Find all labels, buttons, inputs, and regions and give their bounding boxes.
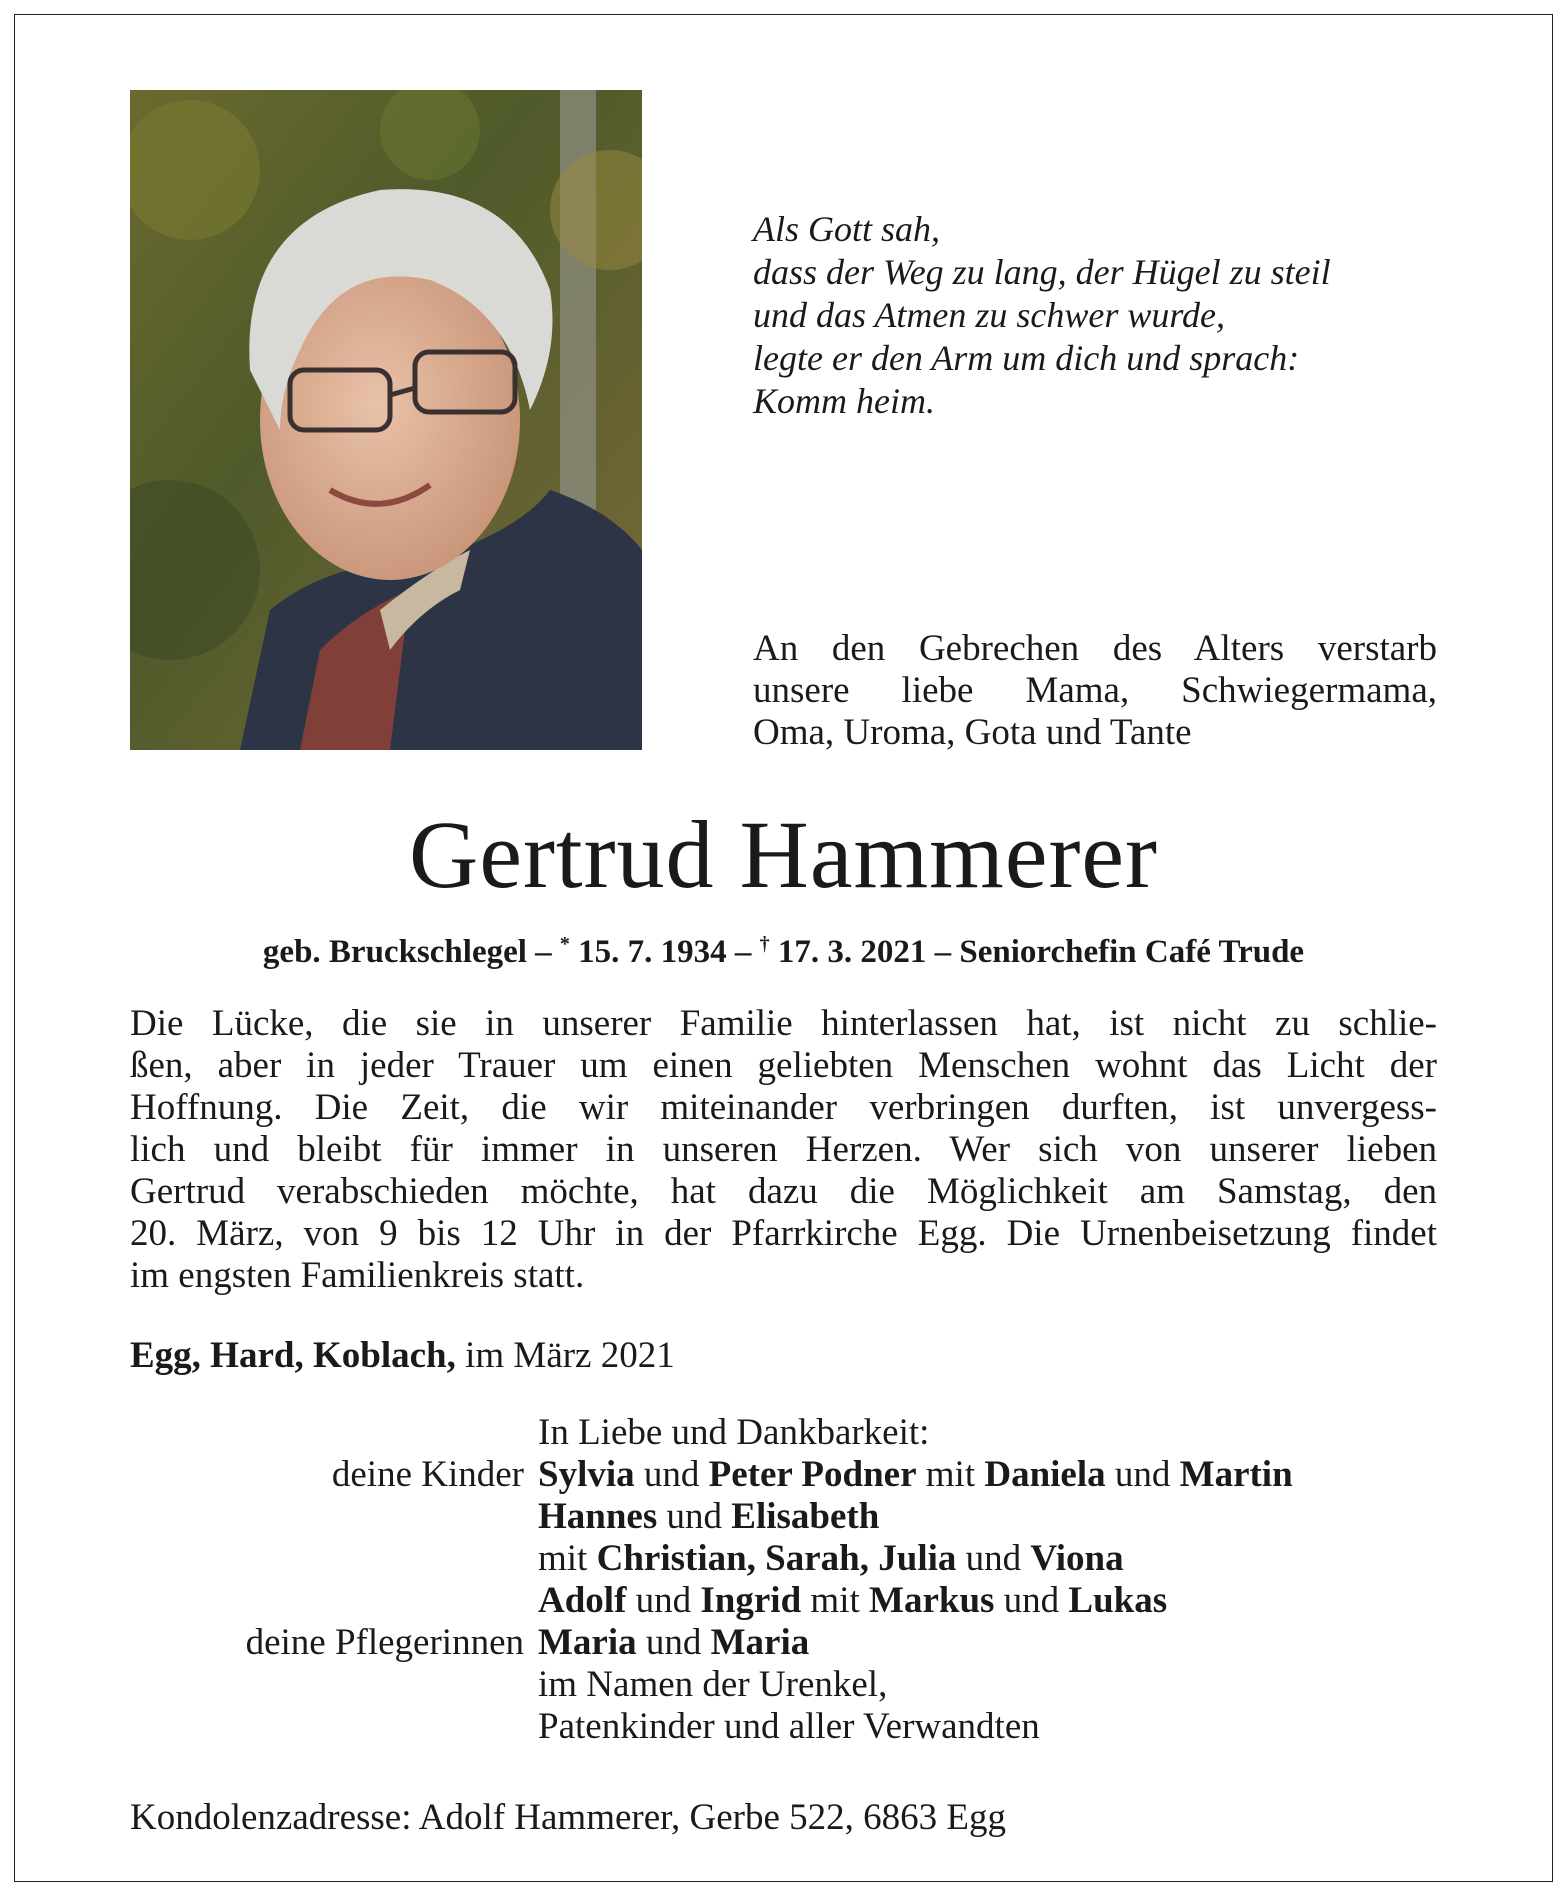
date: im März 2021: [465, 1335, 675, 1376]
conjunction: mit: [925, 1454, 976, 1495]
mourner-name: Maria: [710, 1622, 810, 1663]
conjunction: mit: [810, 1580, 860, 1621]
body-line: lich und bleibt für immer in unseren Herzen. Wer sich von unserer lieben: [130, 1129, 1437, 1170]
body-line: im engsten Familienkreis statt.: [130, 1255, 585, 1296]
intro-line: An den Gebrechen des Alters verstarb: [753, 628, 1437, 669]
body-line: Gertrud verabschieden möchte, hat dazu die Möglichkeit am Samstag, den: [130, 1171, 1437, 1212]
mourner-line: im Namen der Urenkel,: [538, 1664, 888, 1705]
poem-line: Als Gott sah,: [753, 209, 941, 249]
mourner-name: Christian, Sarah, Julia: [596, 1538, 957, 1579]
mourner-line: [538, 1622, 1437, 1664]
deceased-name: Gertrud Hammerer: [409, 801, 1158, 908]
conjunction: und: [965, 1538, 1022, 1579]
intro-line: unsere liebe Mama, Schwiegermama,: [753, 670, 1437, 711]
mourner-name: Martin: [1179, 1454, 1293, 1495]
towns: Egg, Hard, Koblach,: [130, 1335, 456, 1376]
mourner-name: Markus: [869, 1580, 995, 1621]
born-symbol: *: [559, 933, 570, 955]
children-label: deine Kinder: [331, 1454, 524, 1495]
mourner-name: Maria: [538, 1622, 637, 1663]
mourner-line: [538, 1538, 1437, 1580]
mourner-name: Hannes: [538, 1496, 658, 1537]
separator: –: [934, 934, 952, 970]
died-symbol: †: [759, 933, 770, 955]
mourners-list: [130, 1412, 1437, 1748]
mourner-name: Daniela: [984, 1454, 1106, 1495]
mourners-heading: In Liebe und Dankbarkeit:: [538, 1412, 930, 1453]
mourner-name: Lukas: [1068, 1580, 1168, 1621]
mourner-line: [538, 1496, 1437, 1538]
poem-line: dass der Weg zu lang, der Hügel zu steil: [753, 252, 1331, 292]
conjunction: mit: [538, 1538, 588, 1579]
death-announcement-intro: [753, 628, 1437, 754]
mourner-line: [538, 1580, 1437, 1622]
poem: [753, 208, 1453, 423]
conjunction: und: [635, 1580, 692, 1621]
body-line: ßen, aber in jeder Trauer um einen geliebten Menschen wohnt das Licht der: [130, 1045, 1437, 1086]
mourner-name: Ingrid: [700, 1580, 802, 1621]
conjunction: und: [1114, 1454, 1171, 1495]
carers-label: deine Pflegerinnen: [245, 1622, 524, 1663]
mourner-name: Viona: [1030, 1538, 1124, 1579]
mourner-name: Elisabeth: [731, 1496, 880, 1537]
death-date: 17. 3. 2021: [777, 934, 927, 970]
mourner-name: Sylvia: [538, 1454, 635, 1495]
condolence-address: Kondolenzadresse: Adolf Hammerer, Gerbe 522, 6863 Egg: [130, 1797, 1006, 1838]
intro-line: Oma, Uroma, Gota und Tante: [753, 712, 1192, 753]
conjunction: und: [645, 1622, 702, 1663]
conjunction: und: [643, 1454, 700, 1495]
poem-line: legte er den Arm um dich und sprach:: [753, 338, 1300, 378]
portrait-photo: [130, 90, 642, 750]
separator: –: [535, 934, 552, 970]
main-text: [130, 1003, 1437, 1297]
poem-line: Komm heim.: [753, 381, 935, 421]
mourner-name: Adolf: [538, 1580, 627, 1621]
body-line: 20. März, von 9 bis 12 Uhr in der Pfarrkirche Egg. Die Urnenbeisetzung findet: [130, 1213, 1437, 1254]
conjunction: und: [1003, 1580, 1060, 1621]
role: Seniorchefin Café Trude: [959, 934, 1305, 970]
birth-date: 15. 7. 1934: [578, 934, 727, 970]
poem-line: und das Atmen zu schwer wurde,: [753, 295, 1225, 335]
place-date: [130, 1335, 675, 1377]
birth-name: geb. Bruckschlegel: [262, 934, 527, 970]
mourner-name: Peter Podner: [708, 1454, 917, 1495]
body-line: Die Lücke, die sie in unserer Familie hinterlassen hat, ist nicht zu schlie-: [130, 1003, 1437, 1044]
mourner-line: [538, 1454, 1437, 1496]
separator: –: [734, 934, 752, 970]
conjunction: und: [666, 1496, 723, 1537]
mourner-line: Patenkinder und aller Verwandten: [538, 1706, 1040, 1747]
life-dates-line: [130, 924, 1437, 972]
body-line: Hoffnung. Die Zeit, die wir miteinander verbringen durften, ist unvergess-: [130, 1087, 1437, 1128]
